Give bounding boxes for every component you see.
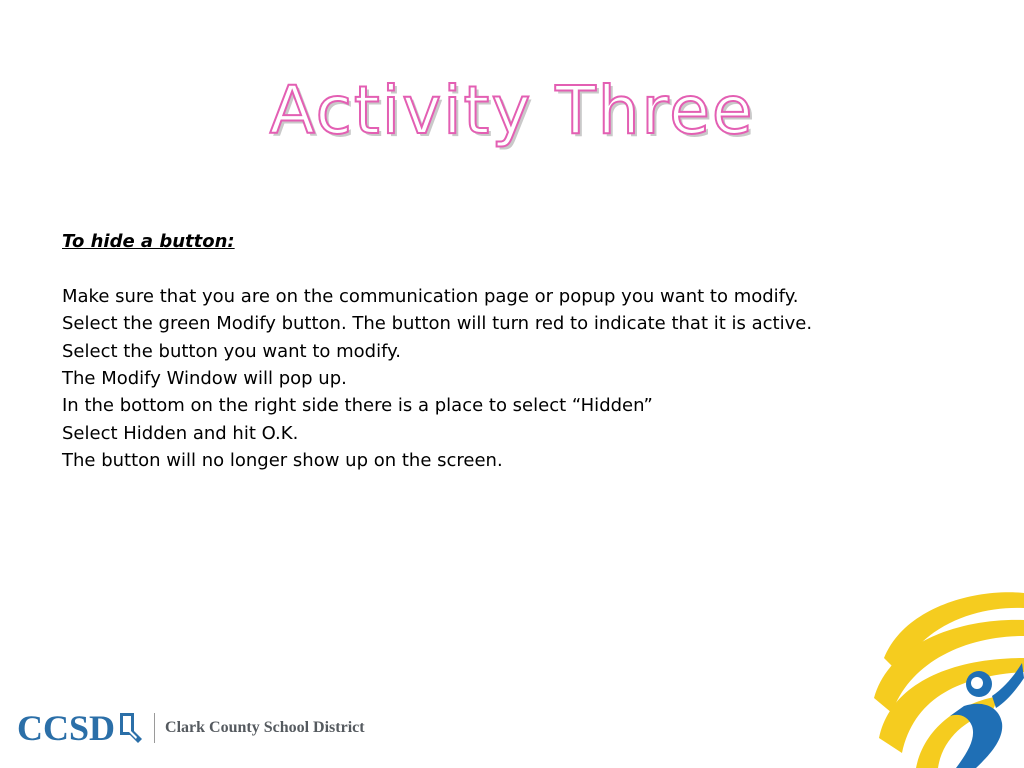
nevada-icon [118, 711, 144, 745]
instruction-line: The button will no longer show up on the screen. [62, 450, 503, 472]
instruction-line: Select the green Modify button. The button will turn red to indicate that it is active. [62, 313, 813, 335]
district-name: Clark County School District [165, 719, 365, 736]
logo-divider [154, 713, 155, 743]
slide-title: Activity Three [269, 72, 755, 149]
instruction-line: Select Hidden and hit O.K. [62, 422, 299, 444]
instruction-line: Select the button you want to modify. [62, 340, 401, 362]
instruction-line: In the bottom on the right side there is a place to select “Hidden” [62, 395, 653, 417]
instruction-line: Make sure that you are on the communication page or popup you want to modify. [62, 285, 799, 307]
ccsd-logo-text: CCSD [17, 708, 116, 748]
instructions-heading: To hide a button: [62, 231, 235, 252]
ccsd-logo [17, 708, 365, 748]
instruction-line: The Modify Window will pop up. [62, 368, 347, 390]
instructions-body [62, 228, 942, 475]
ccsd-swoosh-figure-icon [864, 588, 1024, 768]
